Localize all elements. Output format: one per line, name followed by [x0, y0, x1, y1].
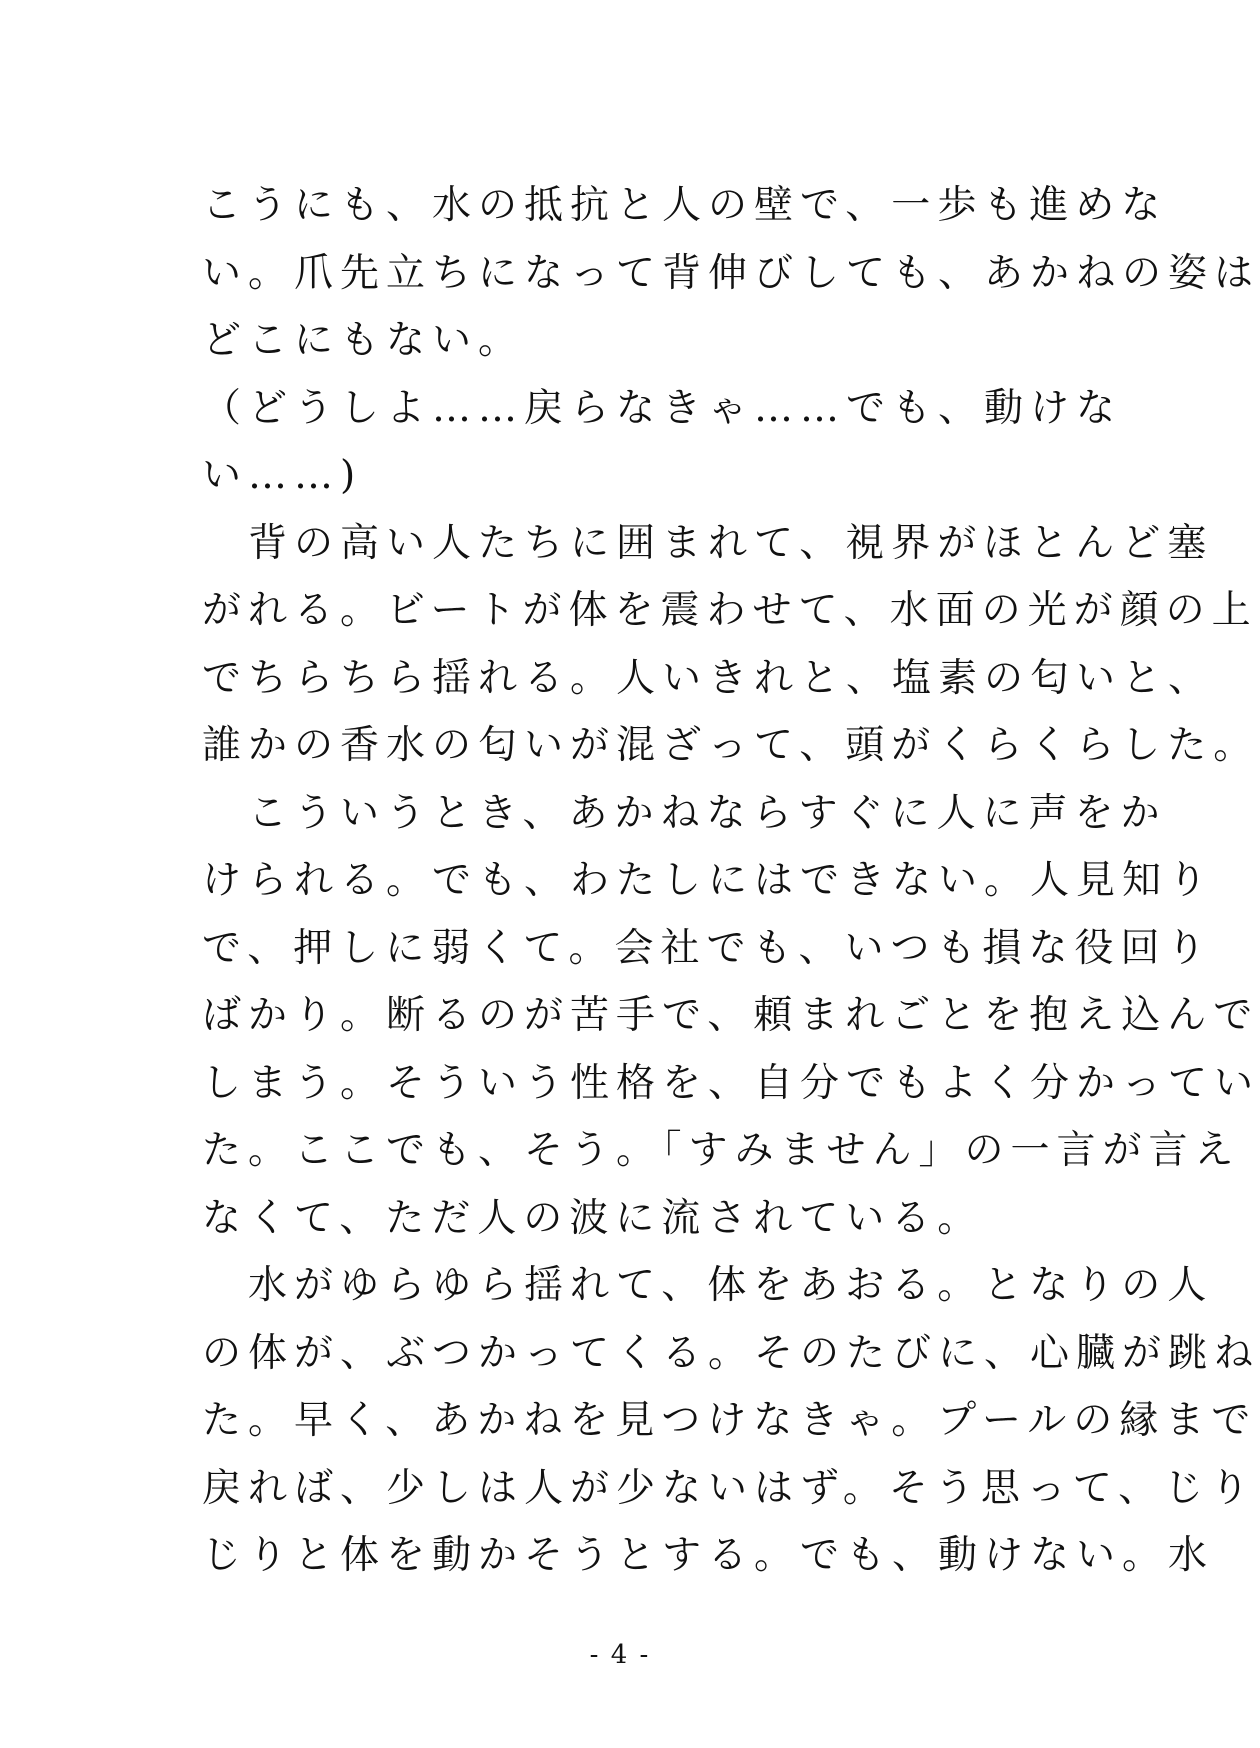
text-line: 背の高い人たちに囲まれて、視界がほとんど塞: [202, 520, 1214, 566]
text-line: で、押しに弱くて。会社でも、いつも損な役回り: [202, 925, 1213, 971]
text-line: 誰かの香水の匂いが混ざって、頭がくらくらした。: [202, 723, 1260, 768]
text-line: 水がゆらゆら揺れて、体をあおる。となりの人: [202, 1263, 1214, 1308]
text-line: の体が、ぶつかってくる。そのたびに、心臓が跳ね: [202, 1330, 1260, 1376]
text-line: じりと体を動かそうとする。でも、動けない。水: [202, 1533, 1215, 1578]
text-line: がれる。ビートが体を震わせて、水面の光が顔の上: [202, 588, 1258, 633]
text-line: 戻れば、少しは人が少ないはず。そう思って、じり: [202, 1465, 1257, 1511]
page-number: - 4 -: [589, 1640, 651, 1670]
text-line: こうにも、水の抵抗と人の壁で、一歩も進めな: [202, 183, 1168, 228]
text-line: どこにもない。: [202, 318, 525, 363]
text-line: い。爪先立ちになって背伸びしても、あかねの姿は: [202, 250, 1260, 296]
text-line: なくて、ただ人の波に流されている。: [202, 1195, 984, 1241]
text-line: ばかり。断るのが苦手で、頼まれごとを抱え込んで: [202, 993, 1260, 1038]
text-line: （どうしよ……戻らなきゃ……でも、動けな: [202, 385, 1123, 431]
text-line: でちらちら揺れる。人いきれと、塩素の匂いと、: [202, 655, 1215, 701]
text-line: こういうとき、あかねならすぐに人に声をか: [202, 790, 1167, 836]
text-line: た。早く、あかねを見つけなきゃ。プールの縁まで: [202, 1398, 1258, 1443]
text-line: けられる。でも、わたしにはできない。人見知り: [202, 858, 1215, 903]
body-text: [202, 172, 1260, 1590]
text-line: しまう。そういう性格を、自分でもよく分かってい: [202, 1060, 1260, 1106]
text-line: た。ここでも、そう。「すみません」の一言が言え: [202, 1128, 1241, 1173]
text-line: い……): [202, 453, 363, 498]
